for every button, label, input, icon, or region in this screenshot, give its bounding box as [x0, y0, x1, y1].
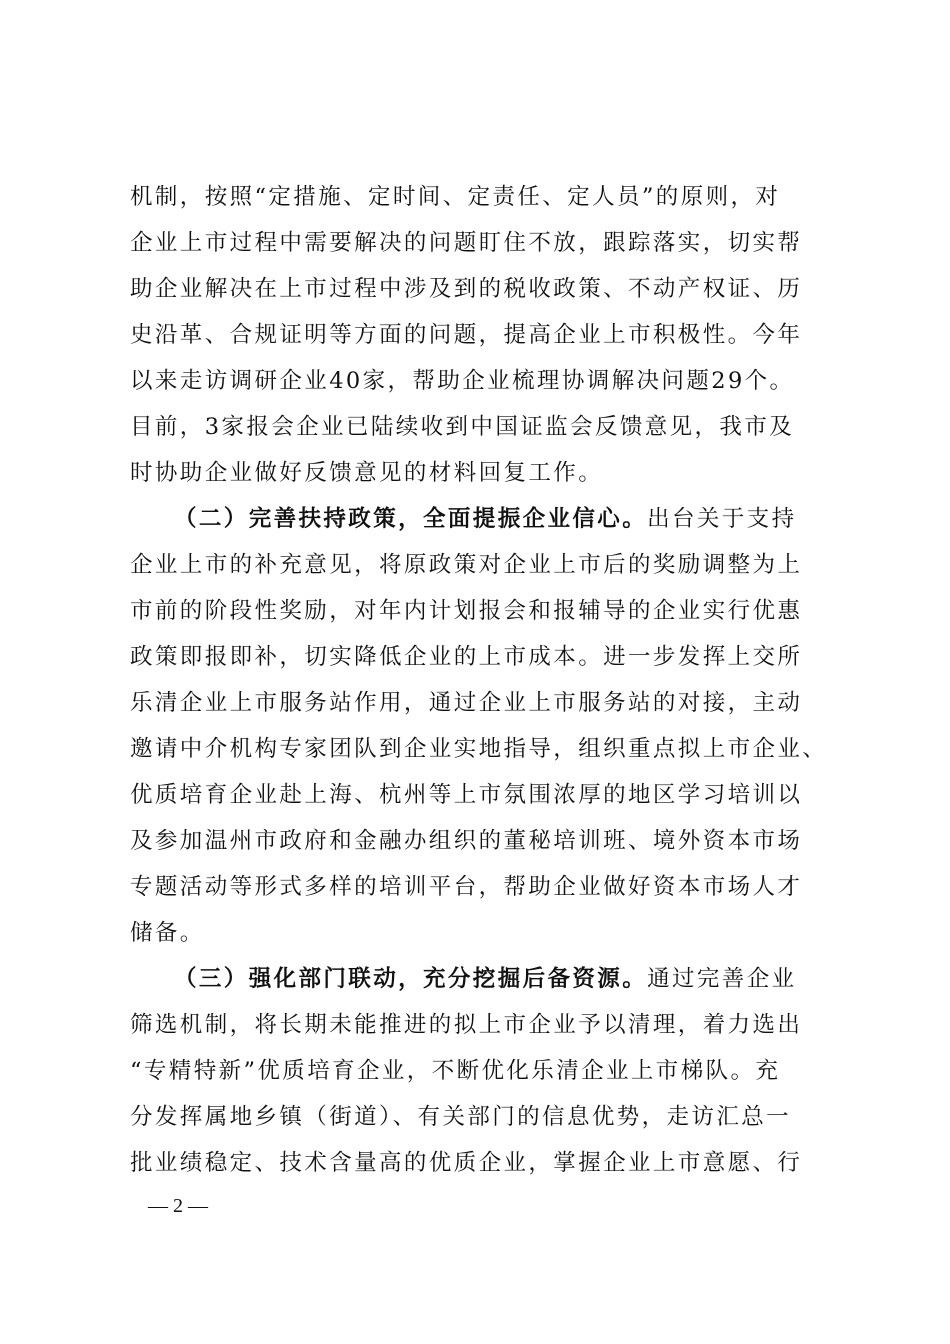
text-line: 筛选机制，将长期未能推进的拟上市企业予以清理，着力选出 — [130, 1012, 803, 1038]
text-line: 时协助企业做好反馈意见的材料回复工作。 — [130, 460, 604, 486]
section-heading: （二）完善扶持政策，全面提振企业信心。 — [174, 506, 648, 532]
text-span: 出台关于支持 — [647, 506, 797, 532]
text-line: 目前，3家报会企业已陆续收到中国证监会反馈意见，我市及 — [130, 414, 795, 440]
paragraph-first-line — [174, 962, 830, 996]
section-heading: （三）强化部门联动，充分挖掘后备资源。 — [174, 966, 648, 992]
page-number: — 2 — — [148, 1195, 208, 1217]
text-line: 以来走访调研企业40家，帮助企业梳理协调解决问题29个。 — [130, 368, 795, 394]
text-line: 批业绩稳定、技术含量高的优质企业，掌握企业上市意愿、行 — [130, 1150, 803, 1176]
paragraph-first-line — [174, 502, 830, 536]
text-line: 及参加温州市政府和金融办组织的董秘培训班、境外资本市场 — [130, 828, 803, 854]
text-line: 政策即报即补，切实降低企业的上市成本。进一步发挥上交所 — [130, 644, 803, 670]
text-line: 分发挥属地乡镇（街道）、有关部门的信息优势，走访汇总一 — [130, 1104, 792, 1130]
text-span: 通过完善企业 — [647, 966, 797, 992]
text-line: “专精特新”优质培育企业，不断优化乐清企业上市梯队。充 — [130, 1058, 781, 1084]
text-line: 优质培育企业赴上海、杭州等上市氛围浓厚的地区学习培训以 — [130, 782, 803, 808]
text-line: 史沿革、合规证明等方面的问题，提高企业上市积极性。今年 — [130, 322, 803, 348]
text-line: 助企业解决在上市过程中涉及到的税收政策、不动产权证、历 — [130, 276, 803, 302]
text-line: 市前的阶段性奖励，对年内计划报会和报辅导的企业实行优惠 — [130, 598, 803, 624]
text-line: 乐清企业上市服务站作用，通过企业上市服务站的对接，主动 — [130, 690, 803, 716]
text-line: 企业上市的补充意见，将原政策对企业上市后的奖励调整为上 — [130, 552, 803, 578]
text-line: 企业上市过程中需要解决的问题盯住不放，跟踪落实，切实帮 — [130, 230, 803, 256]
text-line: 邀请中介机构专家团队到企业实地指导，组织重点拟上市企业、 — [130, 736, 828, 762]
text-line: 储备。 — [130, 920, 205, 946]
text-line: 专题活动等形式多样的培训平台，帮助企业做好资本市场人才 — [130, 874, 803, 900]
text-line: 机制，按照“定措施、定时间、定责任、定人员”的原则，对 — [130, 184, 781, 210]
